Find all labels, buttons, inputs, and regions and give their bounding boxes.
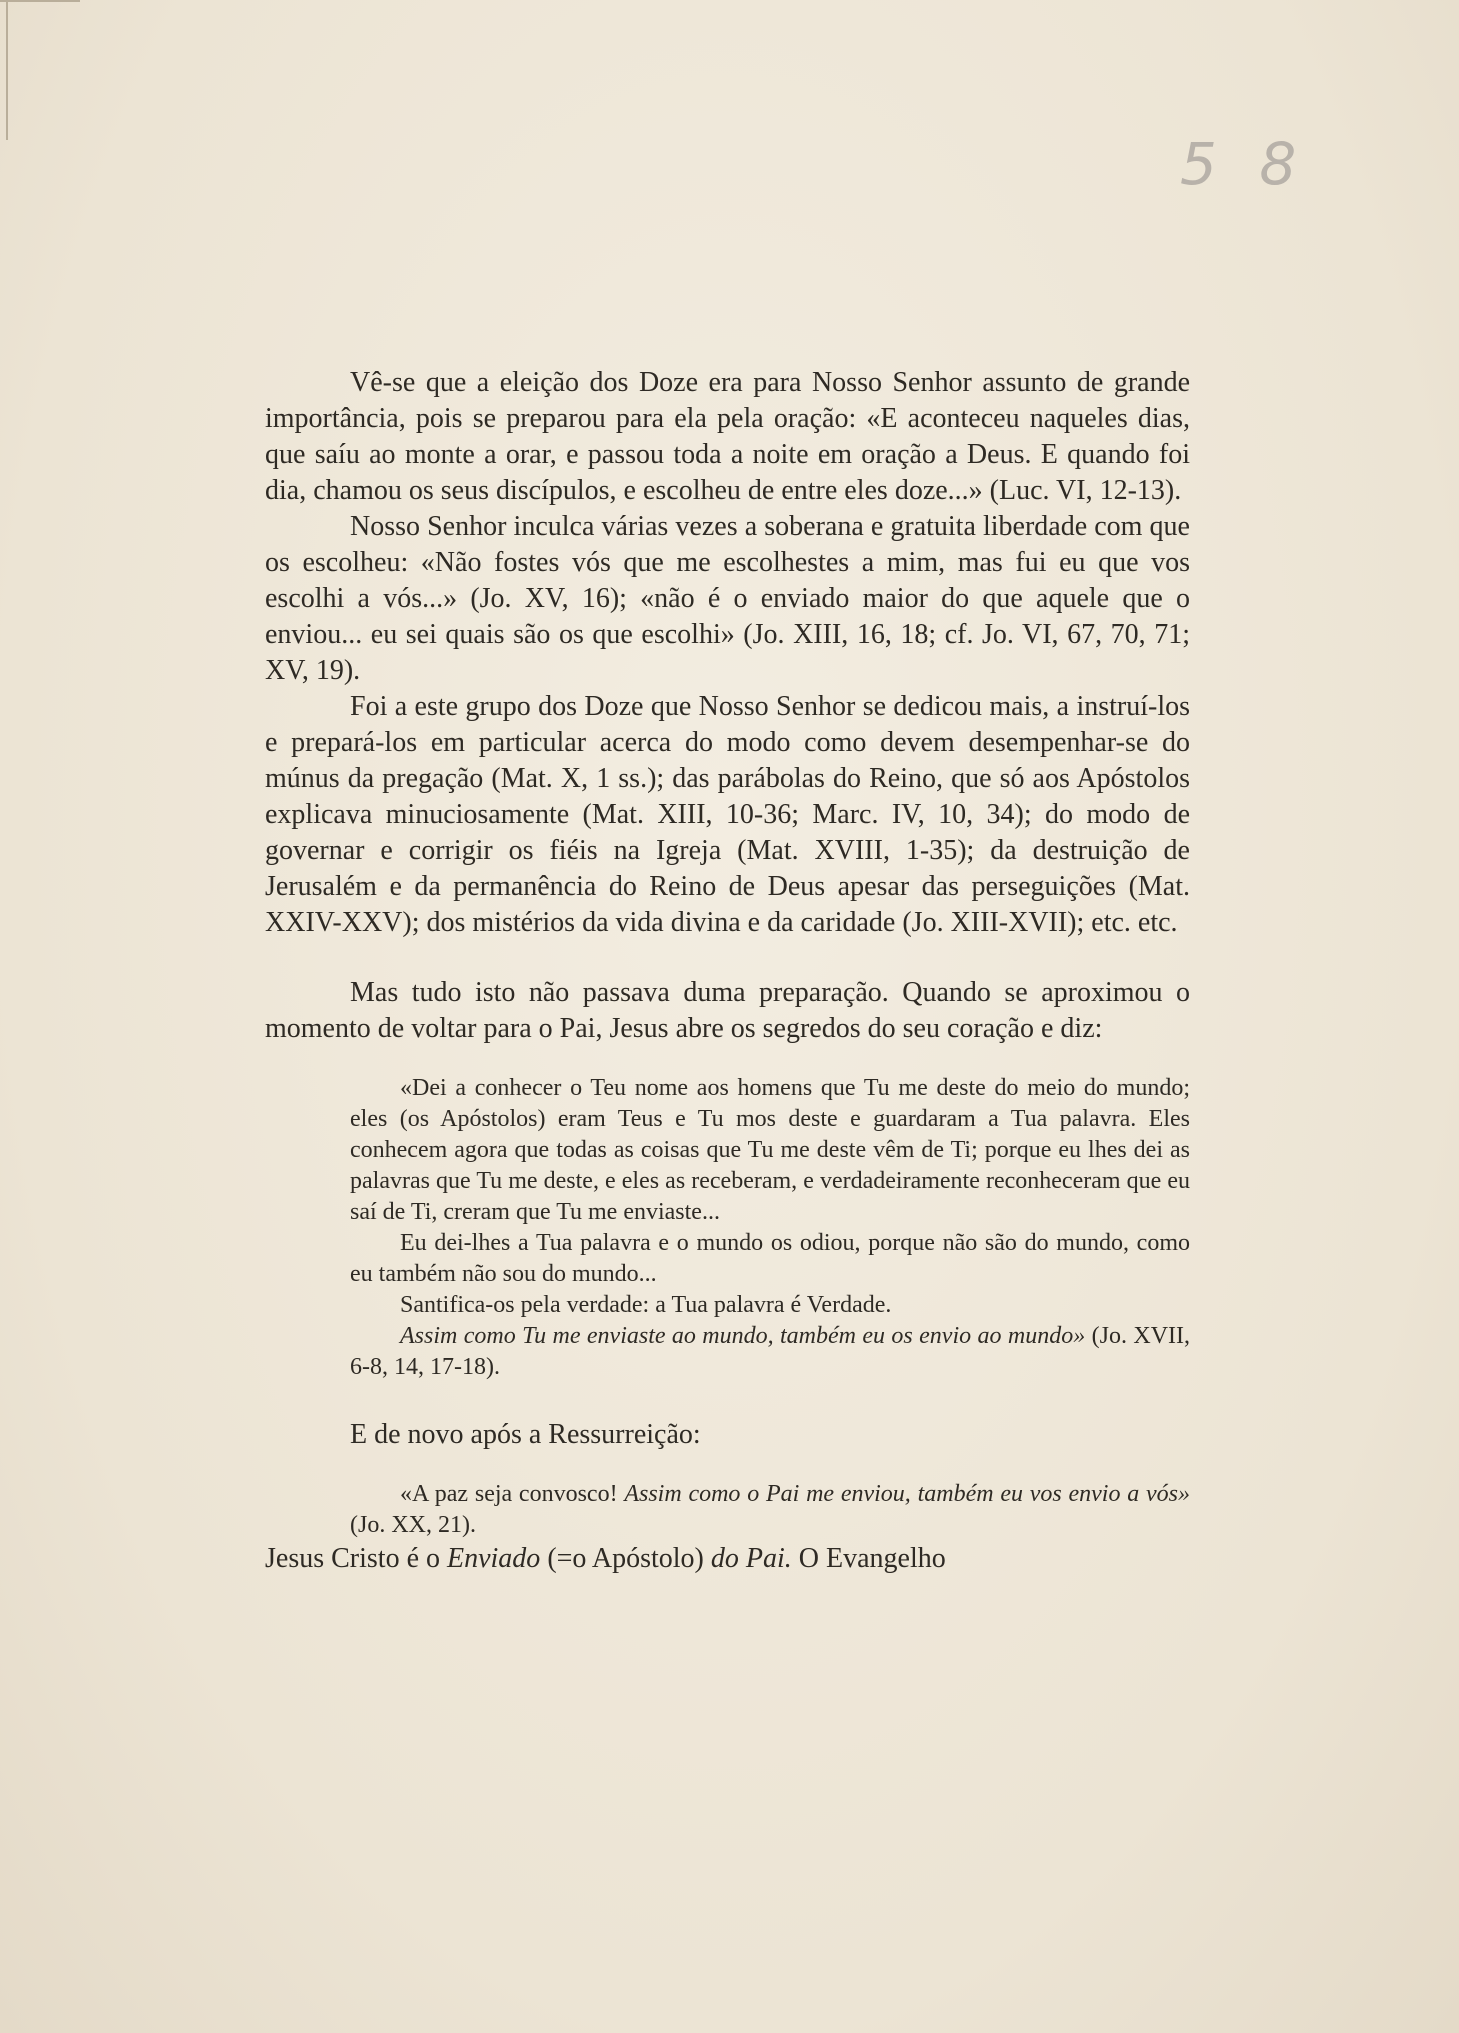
block-quote-2 [265,1479,1190,1541]
quote-1-para-2: Eu dei-lhes a Tua palavra e o mundo os odiou, porque não são do mundo, como eu também não sou do mundo... [350,1230,1190,1287]
quote-1-para-4 [350,1321,1190,1383]
paragraph-2: Nosso Senhor inculca várias vezes a soberana e gratuita liberdade com que os escolheu: «Não fostes vós que me escolhestes a mim, mas fui eu que vos escolhi a vós...» (Jo. XV, 16); «não é o enviado maior do que aquele que o enviou... eu sei quais são os que escolhi» (Jo. XIII, 16, 18; cf. Jo. VI, 67, 70, 71; XV, 19). [265,511,1190,686]
paragraph-1: Vê-se que a eleição dos Doze era para Nosso Senhor assunto de grande importância, pois se preparou para ela pela oração: «E aconteceu naqueles dias, que saíu ao monte a orar, e passou toda a noite em oração a Deus. E quando foi dia, chamou os seus discípulos, e escolheu de entre eles doze...» (Luc. VI, 12-13). [265,367,1190,506]
last-line-a: Jesus Cristo é o [265,1543,447,1574]
quote-1-reference: (Jo. XVII, 6-8, 14, 17-18). [350,1323,1191,1380]
quote-1-italic: Assim como Tu me enviaste ao mundo, também eu os envio ao mundo» [400,1323,1086,1349]
handwritten-page-number: 5 8 [1180,130,1309,198]
corner-mark [0,0,80,2]
body-text [265,365,1190,1577]
paragraph-6 [265,1541,1190,1577]
last-line-e: O Evangelho [791,1543,946,1574]
last-line-do-pai: do Pai. [710,1543,792,1574]
left-edge-mark [6,0,8,140]
paragraph-3: Foi a este grupo dos Doze que Nosso Senhor se dedicou mais, a instruí-los e prepará-los em particular acerca do modo como devem desempenhar-se do múnus da pregação (Mat. X, 1 ss.); das parábolas do Reino, que só aos Apóstolos explicava minuciosamente (Mat. XIII, 10-36; Marc. IV, 10, 34); do modo de governar e corrigir os fiéis na Igreja (Mat. XVIII, 1-35); da destruição de Jerusalém e da permanência do Reino de Deus apesar das perseguições (Mat. XXIV-XXV); dos mistérios da vida divina e da caridade (Jo. XIII-XVII); etc. etc. [265,691,1190,938]
quote-2-para [350,1479,1190,1541]
quote-1-para-3: Santifica-os pela verdade: a Tua palavra é Verdade. [400,1292,892,1318]
last-line-enviado: Enviado [447,1543,541,1574]
quote-2-lead: «A paz seja convosco! [400,1481,625,1507]
paragraph-5: E de novo após a Ressurreição: [350,1419,701,1450]
block-quote-1 [265,1073,1190,1383]
quote-2-italic: Assim como o Pai me enviou, também eu vos envio a vós» [624,1481,1191,1507]
quote-1-para-1: «Dei a conhecer o Teu nome aos homens que Tu me deste do meio do mundo; eles (os Apóstolos) eram Teus e Tu mos deste e guardaram a Tua palavra. Eles conhecem agora que todas as coisas que Tu me deste vêm de Ti; porque eu lhes dei as palavras que Tu me deste, e eles as receberam, e verdadeiramente reconheceram que eu saí de Ti, creram que Tu me enviaste... [350,1075,1190,1225]
quote-2-reference: (Jo. XX, 21). [350,1512,476,1538]
paragraph-4: Mas tudo isto não passava duma preparação. Quando se aproximou o momento de voltar para o Pai, Jesus abre os segredos do seu coração e diz: [265,977,1190,1044]
last-line-c: (=o Apóstolo) [540,1543,711,1574]
